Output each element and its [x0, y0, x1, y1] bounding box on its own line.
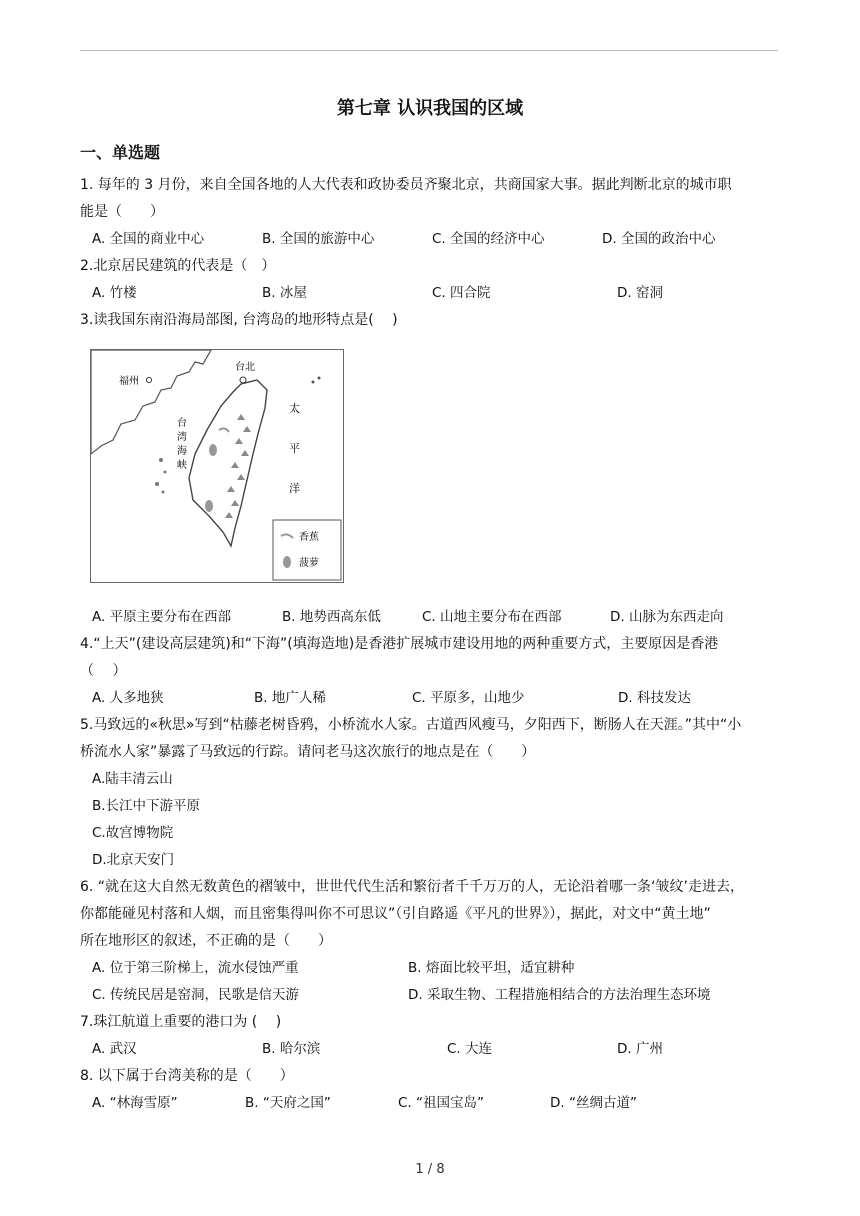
q6-line1: 6. “就在这大自然无数黄色的褶皱中，世世代代生活和繁衍者千千万万的人，无论沿着哪一条‘皱纹’走进去， [80, 879, 744, 895]
q1-options [92, 231, 782, 248]
q6-option-c: C. 传统民居是窑洞，民歌是信天游 [92, 987, 300, 1003]
q8-option-c: C. “祖国宝岛” [398, 1095, 484, 1111]
label-taibei: 台北 [235, 362, 255, 373]
map-legend [273, 520, 341, 580]
q2-line1: 2.北京居民建筑的代表是（ ） [80, 258, 276, 274]
mainland-coast [91, 350, 211, 454]
q6-options-row2 [92, 987, 782, 1004]
q1-option-a: A. 全国的商业中心 [92, 231, 205, 247]
q4-line2: （ ） [80, 663, 127, 679]
q4-options [92, 690, 782, 707]
q5-option-c-row [92, 825, 782, 842]
q8-line1: 8. 以下属于台湾美称的是（ ） [80, 1068, 294, 1084]
legend-banana: 香蕉 [299, 532, 319, 543]
page-title: 第七章 认识我国的区域 [336, 98, 524, 119]
q5-option-d-row [92, 852, 782, 869]
q3-options [92, 609, 782, 626]
taibei-marker [240, 377, 246, 383]
q7-option-c: C. 大连 [447, 1041, 493, 1057]
q5-option-b: B.长江中下游平原 [92, 798, 201, 814]
svg-text:台: 台 [177, 418, 187, 429]
q5-option-a: A.陆丰清云山 [92, 771, 173, 787]
svg-text:洋: 洋 [289, 482, 300, 495]
q8-option-a: A. “林海雪原” [92, 1095, 178, 1111]
q1-line1: 1. 每年的 3 月份，来自全国各地的人大代表和政协委员齐聚北京，共商国家大事。据此判断北京的城市职 [80, 177, 732, 193]
taiwan-island [189, 380, 267, 546]
q3-line1: 3.读我国东南沿海局部图, 台湾岛的地形特点是( ) [80, 312, 398, 328]
q1-option-d: D. 全国的政治中心 [602, 231, 716, 247]
pineapple-symbol [205, 500, 213, 512]
q7-option-a: A. 武汉 [92, 1041, 137, 1057]
q5-option-a-row [92, 771, 782, 788]
q8-options [92, 1095, 782, 1112]
q6-option-a: A. 位于第三阶梯上，流水侵蚀严重 [92, 960, 299, 976]
q3-option-d: D. 山脉为东西走向 [610, 609, 724, 625]
q5-option-c: C.故宫博物院 [92, 825, 174, 841]
q7-line1: 7.珠江航道上重要的港口为 ( ) [80, 1014, 282, 1030]
q3-option-a: A. 平原主要分布在西部 [92, 609, 232, 625]
q7-option-b: B. 哈尔滨 [262, 1041, 321, 1057]
q6-option-d: D. 采取生物、工程措施相结合的方法治理生态环境 [408, 987, 711, 1003]
q6-line2: 你都能碰见村落和人烟，而且密集得叫你不可思议”（引自路遥《平凡的世界》），据此，对文中“黄土地” [80, 906, 711, 922]
fuzhou-marker [147, 378, 152, 383]
pineapple-symbol [209, 444, 217, 456]
svg-text:平: 平 [289, 442, 300, 455]
q2-option-b: B. 冰屋 [262, 285, 307, 301]
q5-option-b-row [92, 798, 782, 815]
q4-option-c: C. 平原多，山地少 [412, 690, 525, 706]
q4-line1: 4.“上天”(建设高层建筑)和“下海”(填海造地)是香港扩展城市建设用地的两种重要方式，主要原因是香港 [80, 636, 719, 652]
svg-text:太: 太 [289, 402, 300, 415]
label-strait [177, 416, 187, 471]
q1-option-b: B. 全国的旅游中心 [262, 231, 375, 247]
q8-option-b: B. “天府之国” [245, 1095, 331, 1111]
svg-text:湾: 湾 [177, 432, 187, 443]
q8-option-d: D. “丝绸古道” [550, 1095, 637, 1111]
map-drawing [91, 350, 343, 582]
q7-option-d: D. 广州 [617, 1041, 663, 1057]
header-rule [80, 50, 778, 51]
q4-option-b: B. 地广人稀 [254, 690, 326, 706]
page-number: 1 / 8 [415, 1162, 445, 1177]
q2-option-d: D. 窑洞 [617, 285, 663, 301]
label-fuzhou: 福州 [119, 376, 139, 387]
svg-text:海: 海 [177, 446, 187, 457]
q2-options [92, 285, 782, 302]
q4-option-d: D. 科技发达 [618, 690, 691, 706]
q1-option-c: C. 全国的经济中心 [432, 231, 545, 247]
q5-line2: 桥流水人家”暴露了马致远的行踪。请问老马这次旅行的地点是在（ ） [80, 744, 536, 760]
svg-text:峡: 峡 [177, 460, 187, 471]
section-heading: 一、单选题 [80, 143, 161, 162]
label-ocean [289, 401, 300, 495]
q6-line3: 所在地形区的叙述，不正确的是（ ） [80, 933, 332, 949]
q2-option-a: A. 竹楼 [92, 285, 137, 301]
q3-option-b: B. 地势西高东低 [282, 609, 381, 625]
taiwan-map [90, 349, 344, 583]
q6-options-row1 [92, 960, 782, 977]
q2-option-c: C. 四合院 [432, 285, 491, 301]
q1-line2: 能是（ ） [80, 204, 164, 220]
q4-option-a: A. 人多地狭 [92, 690, 164, 706]
q5-option-d: D.北京天安门 [92, 852, 175, 868]
q7-options [92, 1041, 782, 1058]
q6-option-b: B. 熔面比较平坦，适宜耕种 [408, 960, 575, 976]
legend-pineapple: 菠萝 [299, 558, 319, 569]
q3-option-c: C. 山地主要分布在西部 [422, 609, 562, 625]
q5-line1: 5.马致远的«秋思»写到“枯藤老树昏鸦，小桥流水人家。古道西风瘦马，夕阳西下，断肠人在天涯。”其中“小 [80, 717, 742, 733]
